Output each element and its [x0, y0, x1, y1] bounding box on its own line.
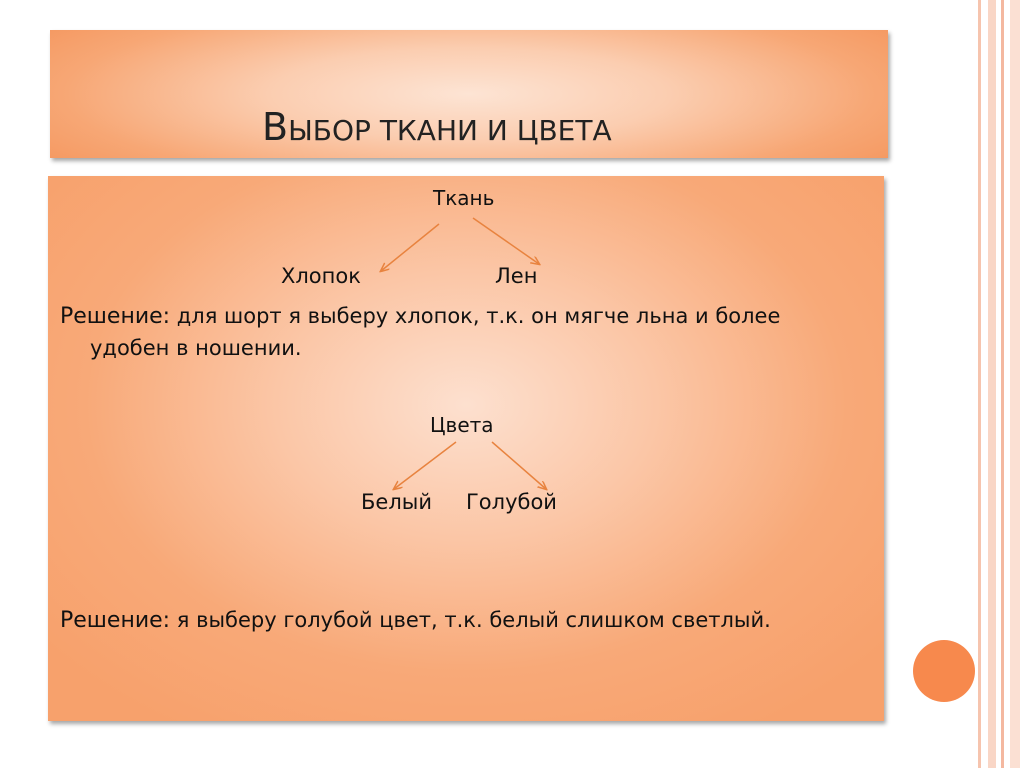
- color-heading: Цвета: [430, 413, 494, 437]
- decision-1-label: Решение:: [60, 304, 171, 329]
- slide-title-rest: ЫБОР ТКАНИ И ЦВЕТА: [288, 114, 612, 147]
- arrow-to-blue: [492, 442, 546, 489]
- arrow-to-linen: [473, 218, 539, 264]
- accent-circle: [913, 640, 975, 702]
- decision-2-text: я выберу голубой цвет, т.к. белый слишком светлый.: [170, 608, 771, 632]
- decision-1-line-1: [60, 306, 780, 328]
- arrow-to-cotton: [381, 224, 439, 271]
- decision-2-label: Решение:: [60, 608, 171, 633]
- fabric-option-cotton: Хлопок: [281, 264, 361, 288]
- decision-1-text: для шорт я выберу хлопок, т.к. он мягче льна и более: [170, 304, 781, 328]
- slide-title-initial: В: [262, 105, 289, 149]
- fabric-option-linen: Лен: [495, 264, 538, 288]
- decision-2-line: [60, 610, 771, 632]
- decision-1-line-2: удобен в ношении.: [90, 336, 302, 360]
- color-option-white: Белый: [361, 490, 432, 514]
- arrow-to-white: [394, 442, 456, 489]
- color-option-blue: Голубой: [466, 490, 557, 514]
- fabric-heading: Ткань: [433, 186, 495, 210]
